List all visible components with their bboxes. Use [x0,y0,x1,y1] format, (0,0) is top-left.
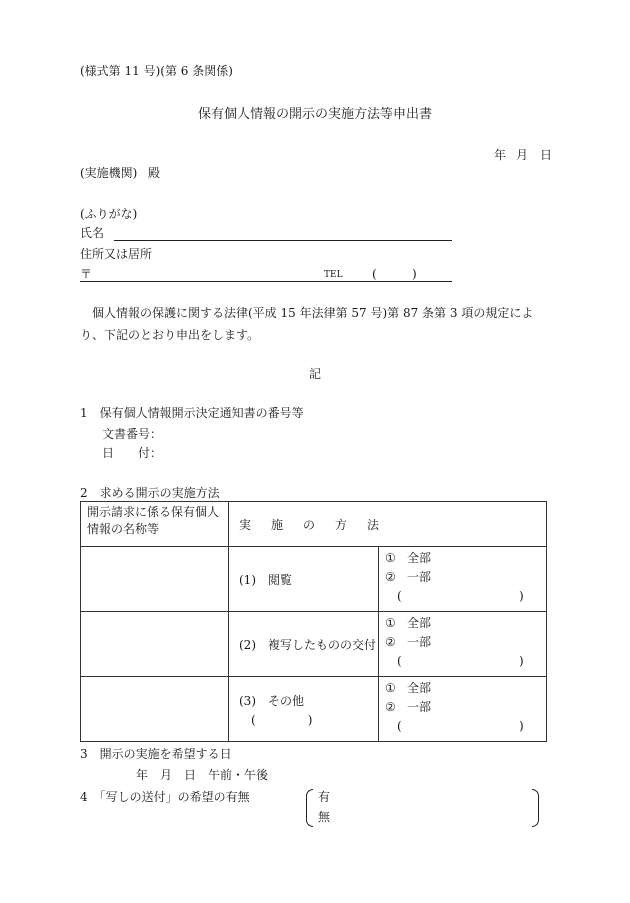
method-other-label: (3) その他 [239,693,304,708]
addressee-suffix: 殿 [148,166,161,180]
option-partial[interactable]: ② 一部 [385,570,432,584]
tel-label: TEL [324,270,343,280]
option-note-field[interactable]: ( ) [397,654,524,668]
info-name-cell[interactable] [81,547,229,612]
option-all[interactable]: ① 全部 [385,551,432,565]
method-cell: (1) 閲覧 [229,547,379,612]
tel-paren-open: ( [372,267,377,281]
table-header-row [81,502,547,547]
date-month: 月 [516,148,529,162]
left-bracket [306,789,313,827]
right-bracket [532,789,539,827]
col-method-header: 実 施 の 方 法 [229,502,547,547]
method-other-field[interactable]: ( ) [251,712,313,727]
date-year: 年 [494,148,507,162]
section1-heading: 1 保有個人情報開示決定通知書の番号等 [80,406,304,420]
method-cell: (2) 複写したものの交付 [229,612,379,677]
option-cell [379,612,547,677]
name-field-line[interactable] [114,240,452,241]
option-yes[interactable]: 有 [318,790,331,804]
postal-mark: 〒 [80,267,93,281]
method-cell [229,677,379,742]
table-row [81,612,547,677]
furigana-label: (ふりがな) [80,207,138,221]
disclosure-method-table [80,501,547,742]
addressee-agency: (実施機関) [80,166,138,180]
address-label: 住所又は居所 [80,247,153,261]
option-note-field[interactable]: ( ) [397,719,524,733]
form-number: (様式第 11 号)(第 6 条関係) [80,64,233,78]
table-row [81,547,547,612]
address-field-line[interactable] [80,281,452,282]
section4-heading: 4 「写しの送付」の希望の有無 [80,790,250,804]
option-cell [379,677,547,742]
ki-heading: 記 [308,367,321,381]
body-paragraph: 個人情報の保護に関する法律(平成 15 年法律第 57 号)第 87 条第 3 項の規定により、下記のとおり申出をします。 [80,306,534,342]
table-row [81,677,547,742]
col-info-name-header: 開示請求に係る保有個人情報の名称等 [81,502,229,547]
name-label: 氏名 [80,226,105,240]
info-name-cell[interactable] [81,677,229,742]
option-no[interactable]: 無 [318,810,331,824]
option-partial[interactable]: ② 一部 [385,635,432,649]
option-partial[interactable]: ② 一部 [385,700,432,714]
doc-number-label: 文書番号： [102,427,163,441]
option-all[interactable]: ① 全部 [385,681,432,695]
desired-date-line[interactable]: 年 月 日 午前・午後 [136,768,269,782]
form-title: 保有個人情報の開示の実施方法等申出書 [197,107,432,122]
option-all[interactable]: ① 全部 [385,616,432,630]
section2-heading: 2 求める開示の実施方法 [80,486,220,500]
option-note-field[interactable]: ( ) [397,589,524,603]
section3-heading: 3 開示の実施を希望する日 [80,747,232,761]
notice-date-label: 日 付： [102,446,163,460]
tel-paren-close: ) [412,267,417,281]
info-name-cell[interactable] [81,612,229,677]
date-day: 日 [540,148,553,162]
option-cell [379,547,547,612]
